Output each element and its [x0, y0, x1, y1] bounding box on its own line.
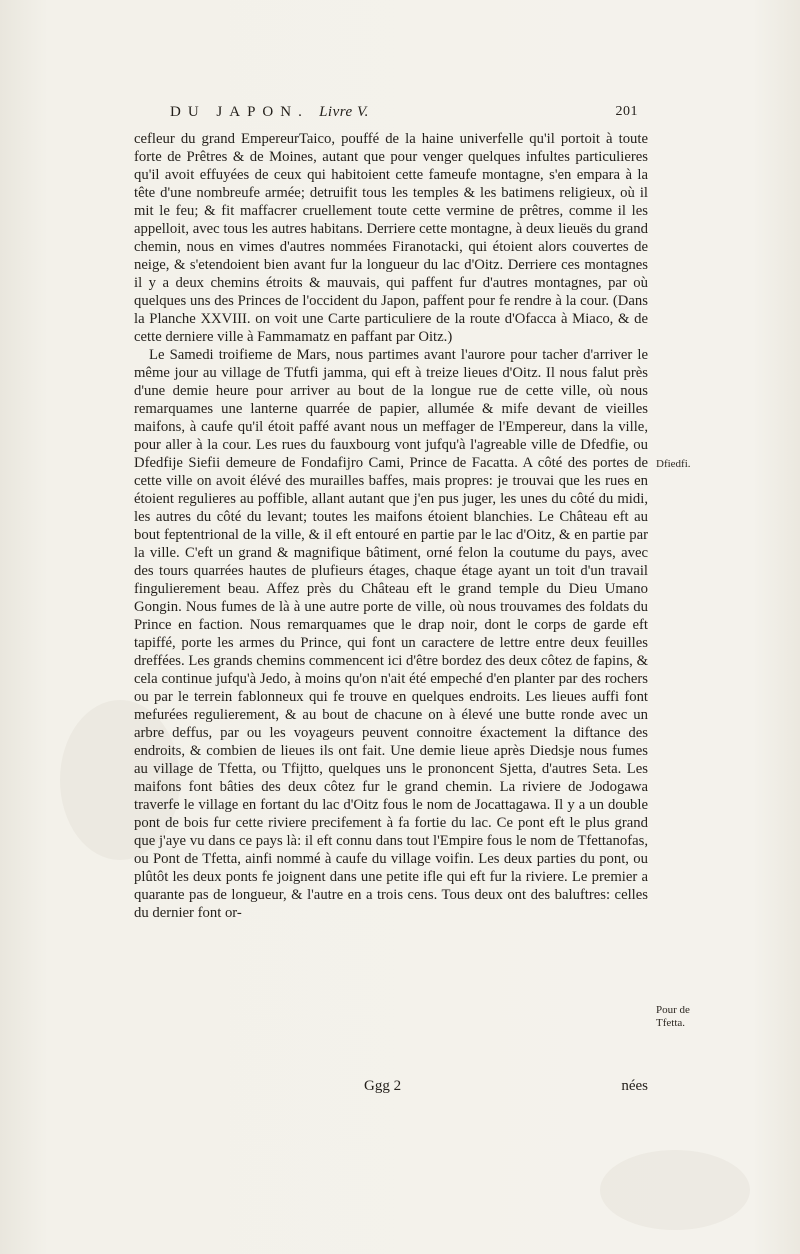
paragraph: Le Samedi troifieme de Mars, nous partimes avant l'aurore pour tacher d'arriver le même jour au village de Tfutfi jamma, qui eft à treize lieues d'Oitz. Il nous falut près d'une demie heure pour arriver au bout de la longue rue de cette ville, où nous remarquames une lanterne quarrée de papier, allumée & mife devant de vieilles maifons, à caufe qu'il étoit paffé avant nous un meffager de l'Empereur, dans la ville, pour aller à la cour. Les rues du fauxbourg vont jufqu'à l'agreable ville de Dfedfie, ou Dfedfije Siefii demeure de Fondafijro Cami, Prince de Facatta. A côté des portes de cette ville on avoit élévé des murailles baffes, mais propres: je trouvai que les rues en étoient regulieres au poffible, allant autant que j'en pus juger, les unes du côté du midi, les autres du côté du levant; toutes les maifons étoient blanchies. Le Château eft au bout feptentrional de la ville, & il eft entouré en partie par le lac d'Oitz, & en partie par la ville. C'eft un grand & magnifique bâtiment, orné felon la coutume du pays, avec des tours quarrées hautes de plufieurs étages, chaque étage ayant un toit d'un travail fingulierement beau. Affez près du Château eft le grand temple du Dieu Umano Gongin. Nous fumes de là à une autre porte de ville, où nous trouvames des foldats du Prince en faction. Nous remarquames que le drap noir, dont le corps de garde eft tapiffé, porte les armes du Prince, qui font un caractere de lettre entre deux feuilles dreffées. Les grands chemins commencent ici d'être bordez des deux côtez de fapins, & cela continue jufqu'à Jedo, à moins qu'on n'ait été empeché d'en planter par des rochers ou par le terrein fablonneux qui fe trouve en quelques endroits. Les lieues auffi font mefurées regulierement, & au bout de chacune on à élevé une butte ronde avec un arbre deffus, par ou les voyageurs peuvent connoitre éxactement la diftance des endroits, & combien de lieues ils ont fait. Une demie lieue après Diedsje nous fumes au village de Tfetta, ou Tfijtto, quelques uns le prononcent Sjetta, d'autres Seta. Les maifons font bâties des deux côtez fur le grand chemin. La riviere de Jodogawa traverfe le village en fortant du lac d'Oitz fous le nom de Jocattagawa. Il y a un double pont de bois fur cette riviere precifement à fa fortie du lac. Ce pont eft le plus grand que j'aye vu dans ce pays là: il eft connu dans tout l'Empire fous le nom de Tfettanofas, ou Pont de Tfetta, ainfi nommé à caufe du village voifin. Les deux parties du pont, ou plûtôt les deux ponts fe joignent dans une petite ifle qui eft fur la riviere. Le premier a quarante pas de longueur, & l'autre en a trois cens. Tous deux ont des baluftres: celles du dernier font or-	[134, 347, 648, 921]
catchword: nées	[621, 1078, 648, 1094]
paragraph: cefleur du grand EmpereurTaico, pouffé de la haine univerfelle qu'il portoit à toute forte de Prêtres & de Moines, autant que pour venger quelques infultes particulieres qu'il avoit effuyées de ceux qui habitoient cette fameufe montagne, s'en empara à la tête d'une nombreufe armée; detruifit tous les temples & les batimens religieux, où il mit le feu; & fit maffacrer cruellement toute cette vermine de prêtres, comme il les appelloit, avec tous les autres habitans. Derriere cette montagne, à deux lieuës du grand chemin, nous en vimes d'autres nommées Firanotacki, qui étoient alors couvertes de neige, & s'etendoient bien avant fur la longueur du lac d'Oitz. Derriere ces montagnes il y a deux chemins étroits & mauvais, qui paffent fur d'autres montagnes, par où quelques uns des Princes de l'occident du Japon, paffent pour fe rendre à la cour. (Dans la Planche XXVIII. on voit une Carte particuliere de la route d'Ofacca à Miaco, & de cette derniere ville à Fammamatz en paffant par Oitz.)	[134, 131, 648, 345]
margin-note	[656, 458, 716, 471]
margin-note-text: Pour de Tfetta.	[656, 1004, 690, 1029]
page-header	[170, 104, 638, 126]
running-title-text: DU JAPON.	[170, 104, 309, 120]
page-footer	[134, 1078, 648, 1098]
paper-stain	[600, 1150, 750, 1230]
book-number: Livre V.	[319, 104, 369, 120]
page-number: 201	[615, 104, 638, 119]
margin-note	[656, 1004, 696, 1030]
main-text	[134, 130, 648, 922]
running-title	[170, 104, 369, 121]
signature-mark: Ggg 2	[364, 1078, 402, 1094]
margin-note-text: Dfiedfi.	[656, 458, 691, 470]
